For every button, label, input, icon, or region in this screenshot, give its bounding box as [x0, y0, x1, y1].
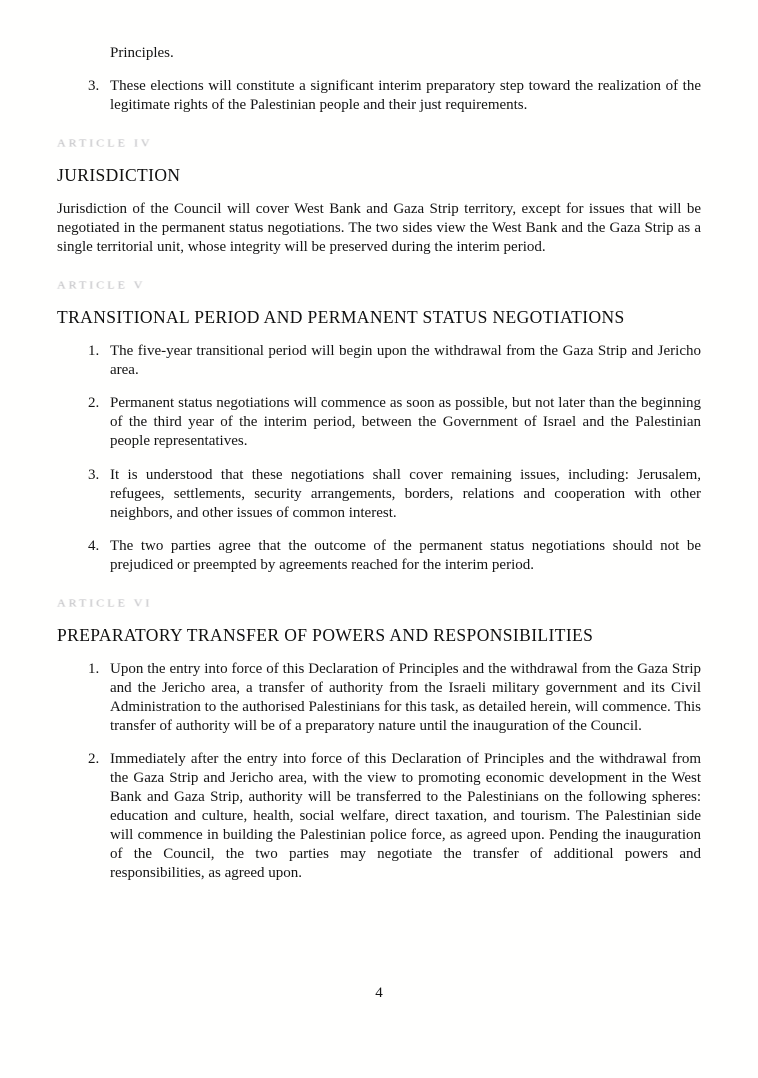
page-number: 4: [375, 985, 383, 1001]
list-item: [88, 537, 701, 575]
list-item-text: It is understood that these negotiations shall cover remaining issues, including: Jerusalem, refugees, settlements, security arrangements, borders, relations and cooperation with other neighbors, and other issues of common interest.: [110, 466, 701, 521]
list-item-text: These elections will constitute a significant interim preparatory step toward the realization of the legitimate rights of the Palestinian people and their just requirements.: [110, 78, 701, 114]
list-item-text: Permanent status negotiations will commence as soon as possible, but not later than the beginning of the third year of the interim period, between the Government of Israel and the Palestinian people representatives.: [110, 395, 701, 450]
section-paragraph: Jurisdiction of the Council will cover West Bank and Gaza Strip territory, except for issues that will be negotiated in the permanent status negotiations. The two sides view the West Bank and the Gaza Strip as a single territorial unit, whose integrity will be preserved during the interim period.: [57, 201, 701, 256]
list-item: [88, 394, 701, 451]
list-item-number: 4.: [88, 537, 100, 554]
list-item-number: 3.: [88, 466, 100, 483]
list-item-text: The two parties agree that the outcome of the permanent status negotiations should not be prejudiced or preempted by agreements reached for the interim period.: [110, 537, 701, 573]
section-heading-jurisdiction: JURISDICTION: [57, 165, 181, 186]
section-heading-transitional-period: TRANSITIONAL PERIOD AND PERMANENT STATUS NEGOTIATIONS: [57, 307, 625, 328]
list-item-text: Immediately after the entry into force of this Declaration of Principles and the withdrawal from the Gaza Strip and Jericho area, with the view to promoting economic development in the West Bank and Gaza Strip, authority will be transferred to the Palestinians on the following spheres: education and culture, health, social welfare, direct taxation, and tourism. The Palestinian side will commence in building the Palestinian police force, as agreed upon. Pending the inauguration of the Council, the two parties may negotiate the transfer of additional powers and responsibilities, as agreed upon.: [110, 750, 701, 882]
list-item-number: 1.: [88, 660, 100, 677]
faded-article-marker: ARTICLE VI: [57, 596, 153, 609]
list-item-number: 3.: [88, 78, 100, 95]
list-item-number: 1.: [88, 343, 100, 360]
list-item: [88, 77, 701, 115]
list-item-number: 2.: [88, 750, 100, 767]
faded-article-marker: ARTICLE V: [57, 279, 146, 292]
faded-article-marker: ARTICLE IV: [57, 137, 153, 150]
list-item-number: 2.: [88, 395, 100, 412]
paragraph-continuation: Principles.: [110, 45, 174, 61]
list-item: [88, 466, 701, 523]
list-item: [88, 342, 701, 380]
list-item: [88, 750, 701, 883]
list-item-text: The five-year transitional period will begin upon the withdrawal from the Gaza Strip and Jericho area.: [110, 343, 701, 379]
list-item: [88, 660, 701, 736]
document-content: [57, 44, 701, 883]
section-heading-preparatory-transfer: PREPARATORY TRANSFER OF POWERS AND RESPONSIBILITIES: [57, 624, 594, 645]
list-item-text: Upon the entry into force of this Declaration of Principles and the withdrawal from the Gaza Strip and the Jericho area, a transfer of authority from the Israeli military government and its Civil Administration to the authorised Palestinians for this task, as detailed herein, will commence. This transfer of authority will be of a preparatory nature until the inauguration of the Council.: [110, 660, 701, 734]
